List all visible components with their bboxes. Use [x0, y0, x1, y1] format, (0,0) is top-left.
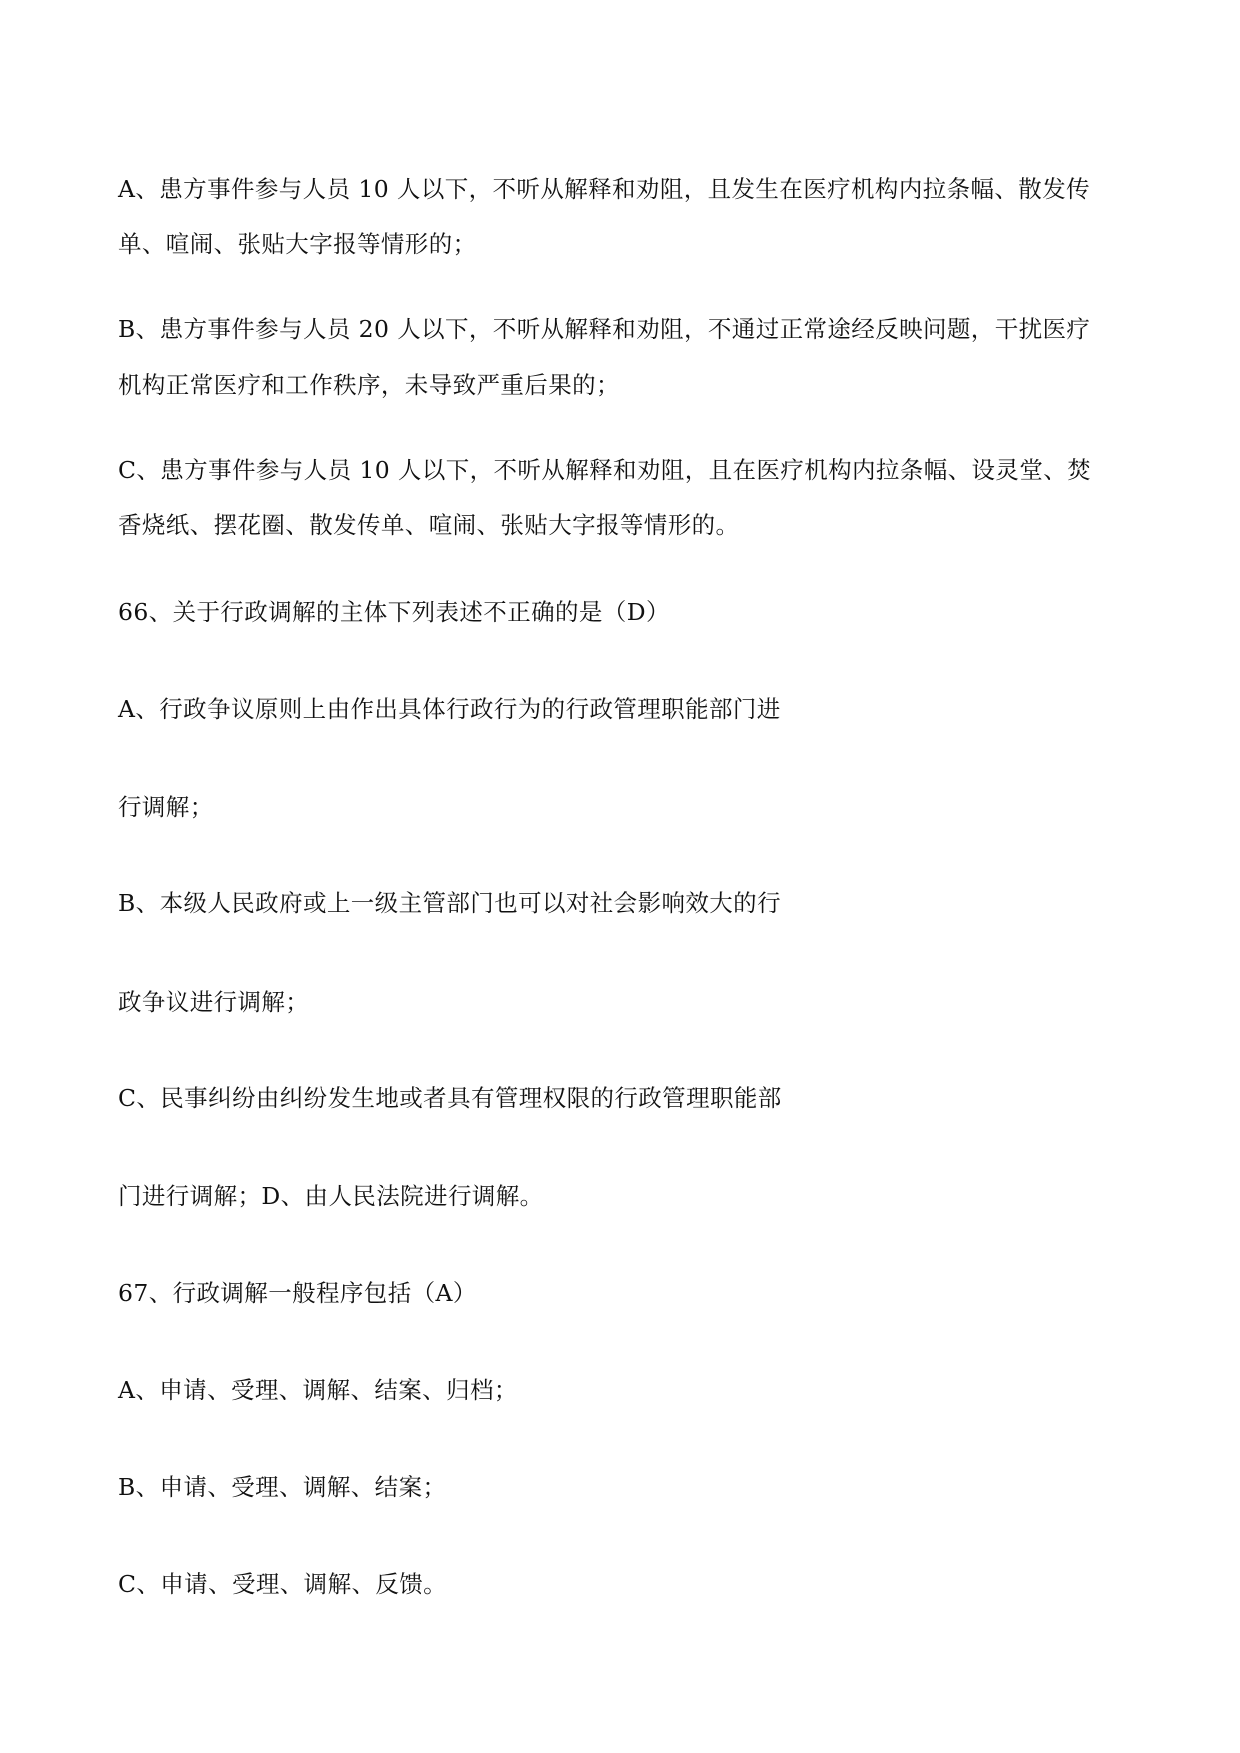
q67-option-a: A、申请、受理、调解、结案、归档；: [118, 1376, 518, 1404]
q66-option-a-line-1: A、行政争议原则上由作出具体行政行为的行政管理职能部门进: [118, 695, 781, 723]
q67-option-b: B、申请、受理、调解、结案；: [118, 1473, 447, 1501]
question-67: 67、行政调解一般程序包括（A）: [118, 1279, 477, 1307]
option-a-line-1: A、患方事件参与人员 10 人以下，不听从解释和劝阻，且发生在医疗机构内拉条幅、散发传: [118, 175, 1091, 203]
option-b-line-1: B、患方事件参与人员 20 人以下，不听从解释和劝阻，不通过正常途经反映问题，干扰医疗: [118, 315, 1091, 343]
q66-option-b-line-1: B、本级人民政府或上一级主管部门也可以对社会影响效大的行: [118, 889, 781, 917]
option-c-line-1: C、患方事件参与人员 10 人以下，不听从解释和劝阻，且在医疗机构内拉条幅、设灵堂、焚: [118, 456, 1092, 484]
q67-option-c: C、申请、受理、调解、反馈。: [118, 1570, 448, 1598]
q66-option-b-line-2: 政争议进行调解；: [118, 988, 310, 1016]
option-a-line-2: 单、喧闹、张贴大字报等情形的；: [118, 230, 477, 258]
q66-option-c-d-line: 门进行调解；D、由人民法院进行调解。: [118, 1182, 544, 1210]
question-66: 66、关于行政调解的主体下列表述不正确的是（D）: [118, 598, 670, 626]
option-b-line-2: 机构正常医疗和工作秩序，未导致严重后果的；: [118, 371, 620, 399]
q66-option-c-line-1: C、民事纠纷由纠纷发生地或者具有管理权限的行政管理职能部: [118, 1084, 782, 1112]
option-c-line-2: 香烧纸、摆花圈、散发传单、喧闹、张贴大字报等情形的。: [118, 511, 740, 539]
q66-option-a-line-2: 行调解；: [118, 793, 214, 821]
